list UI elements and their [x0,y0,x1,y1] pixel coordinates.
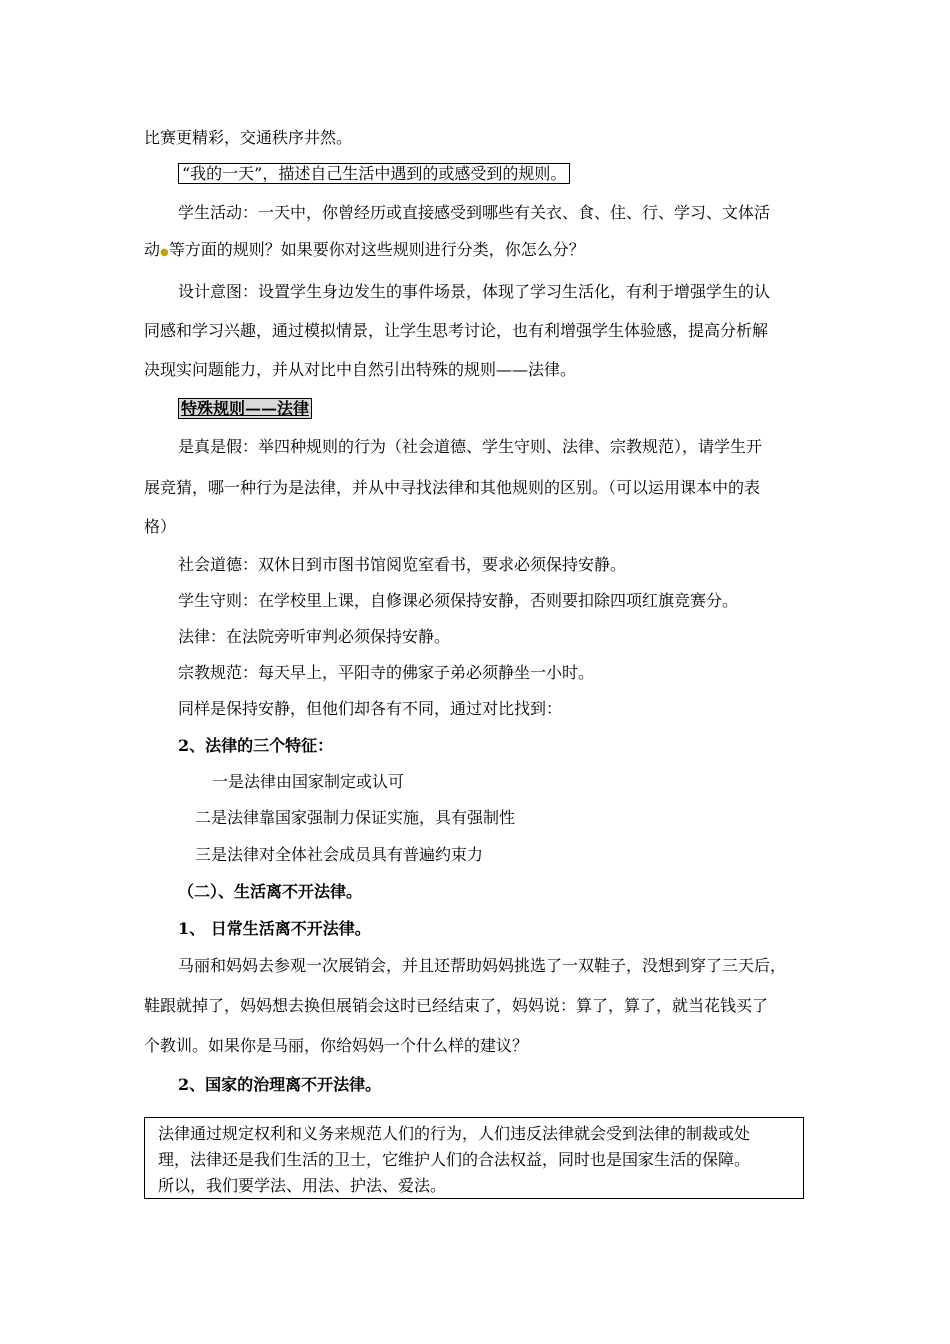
text-span: 动 [144,240,161,259]
text-span: 等方面的规则？如果要你对这些规则进行分类，你怎么分？ [168,240,585,259]
text-line: 同样是保持安静，但他们却各有不同，通过对比找到： [178,699,563,718]
subheading: 2、国家的治理离不开法律。 [178,1075,382,1094]
activity-title-box: “我的一天”，描述自己生活中遇到的或感受到的规则。 [178,163,570,184]
text-line: 展竞猜，哪一种行为是法律，并从中寻找法律和其他规则的区别。（可以运用课本中的表 [144,478,761,497]
text-line: 个教训。如果你是马丽，你给妈妈一个什么样的建议？ [144,1036,529,1055]
text-line: 比赛更精彩，交通秩序井然。 [144,128,353,147]
text-line: 马丽和妈妈去参观一次展销会，并且还帮助妈妈挑选了一双鞋子，没想到穿了三天后， [178,956,787,975]
subheading: 2、法律的三个特征： [178,736,334,755]
list-item: 三是法律对全体社会成员具有普遍约束力 [195,845,484,864]
text-line: 宗教规范：每天早上，平阳寺的佛家子弟必须静坐一小时。 [178,663,595,682]
text-line: 决现实问题能力，并从对比中自然引出特殊的规则——法律。 [144,360,577,379]
text-line: 社会道德：双休日到市图书馆阅览室看书，要求必须保持安静。 [178,555,627,574]
subheading: （二）、生活离不开法律。 [178,882,363,901]
text-line: 法律：在法院旁听审判必须保持安静。 [178,627,451,646]
list-item: 二是法律靠国家强制力保证实施，具有强制性 [195,808,516,827]
dot-marker-icon: ● [160,247,169,258]
text-line: 设计意图：设置学生身边发生的事件场景，体现了学习生活化，有利于增强学生的认 [178,282,771,301]
section-heading-highlight: 特殊规则——法律 [178,398,312,419]
summary-line: 理，法律还是我们生活的卫士，它维护人们的合法权益，同时也是国家生活的保障。 [158,1150,751,1169]
text-line: 学生守则：在学校里上课，自修课必须保持安静，否则要扣除四项红旗竞赛分。 [178,591,739,610]
text-line: 同感和学习兴趣，通过模拟情景，让学生思考讨论，也有利增强学生体验感，提高分析解 [144,321,769,340]
text-line: 是真是假：举四种规则的行为（社会道德、学生守则、法律、宗教规范），请学生开 [178,437,763,456]
text-line: 鞋跟就掉了，妈妈想去换但展销会这时已经结束了，妈妈说：算了，算了，就当花钱买了 [144,996,769,1015]
subheading: 1、 日常生活离不开法律。 [178,919,371,938]
list-item: 一是法律由国家制定或认可 [212,772,405,791]
summary-box [144,1117,804,1199]
text-line: 学生活动：一天中，你曾经历或直接感受到哪些有关衣、食、住、行、学习、文体活 [178,203,771,222]
summary-line: 所以，我们要学法、用法、护法、爱法。 [158,1176,447,1195]
text-line [144,240,585,263]
activity-title [178,164,570,184]
section-heading [178,399,312,419]
text-line: 格） [144,517,177,536]
summary-line: 法律通过规定权利和义务来规范人们的行为，人们违反法律就会受到法律的制裁或处 [158,1124,751,1143]
